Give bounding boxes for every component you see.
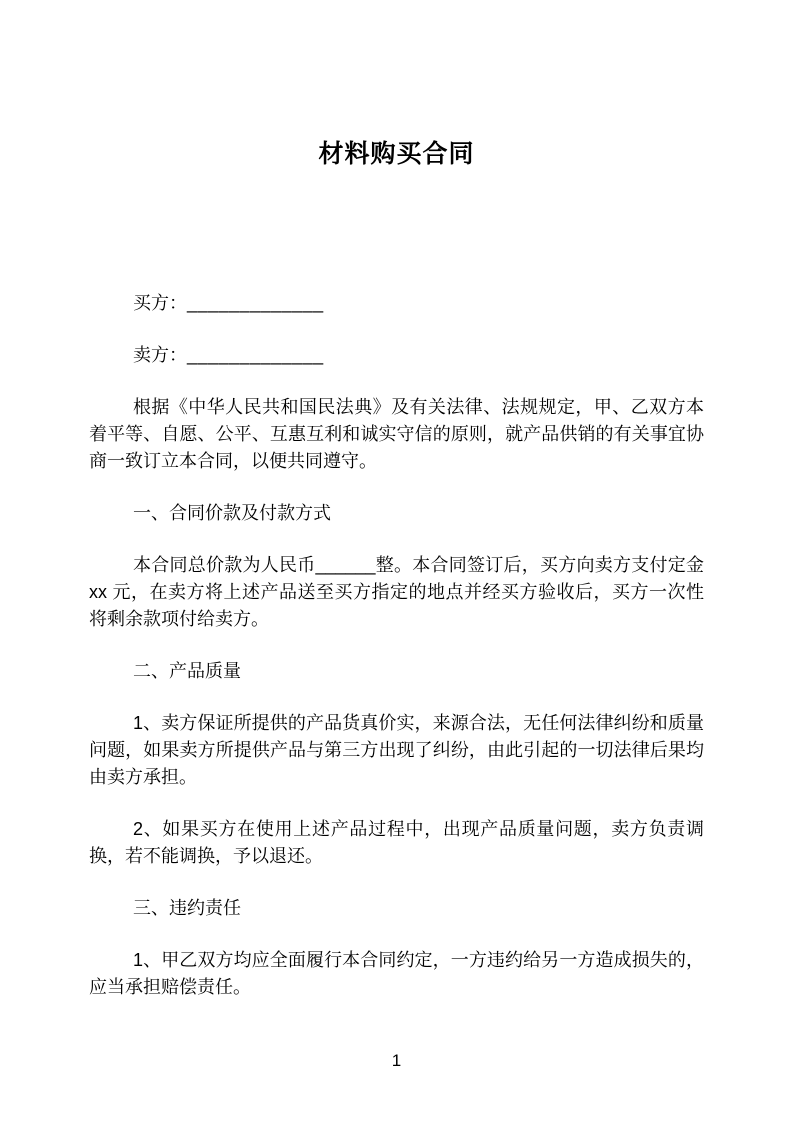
seller-blank-field: _____________	[187, 345, 324, 365]
seller-line	[89, 342, 704, 369]
section-2-heading: 二、产品质量	[133, 661, 241, 681]
section-3-paragraph-1: 1、甲乙双方均应全面履行本合同约定，一方违约给另一方造成损失的，应当承担赔偿责任。	[89, 950, 704, 997]
page-number: 1	[391, 1051, 402, 1070]
buyer-label: 买方：	[133, 293, 187, 313]
section-1-heading: 一、合同价款及付款方式	[133, 503, 331, 523]
buyer-blank-field: _____________	[187, 293, 324, 313]
section-3-heading: 三、违约责任	[133, 898, 241, 918]
section-2-paragraph-1: 1、卖方保证所提供的产品货真价实，来源合法，无任何法律纠纷和质量问题，如果卖方所提供产品与第三方出现了纠纷，由此引起的一切法律后果均由卖方承担。	[89, 713, 704, 787]
section-1-paragraph-1: 本合同总价款为人民币______整。本合同签订后，买方向卖方支付定金 xx 元，在卖方将上述产品送至买方指定的地点并经买方验收后，买方一次性将剩余款项付给卖方。	[89, 555, 704, 629]
section-2-paragraph-2: 2、如果买方在使用上述产品过程中，出现产品质量问题，卖方负责调换，若不能调换，予以退还。	[89, 819, 704, 866]
seller-label: 卖方：	[133, 345, 187, 365]
preamble-paragraph: 根据《中华人民共和国民法典》及有关法律、法规规定，甲、乙双方本着平等、自愿、公平、互惠互利和诚实守信的原则，就产品供销的有关事宜协商一致订立本合同，以便共同遵守。	[89, 397, 704, 471]
buyer-line	[89, 290, 704, 317]
document-title: 材料购买合同	[318, 140, 475, 168]
